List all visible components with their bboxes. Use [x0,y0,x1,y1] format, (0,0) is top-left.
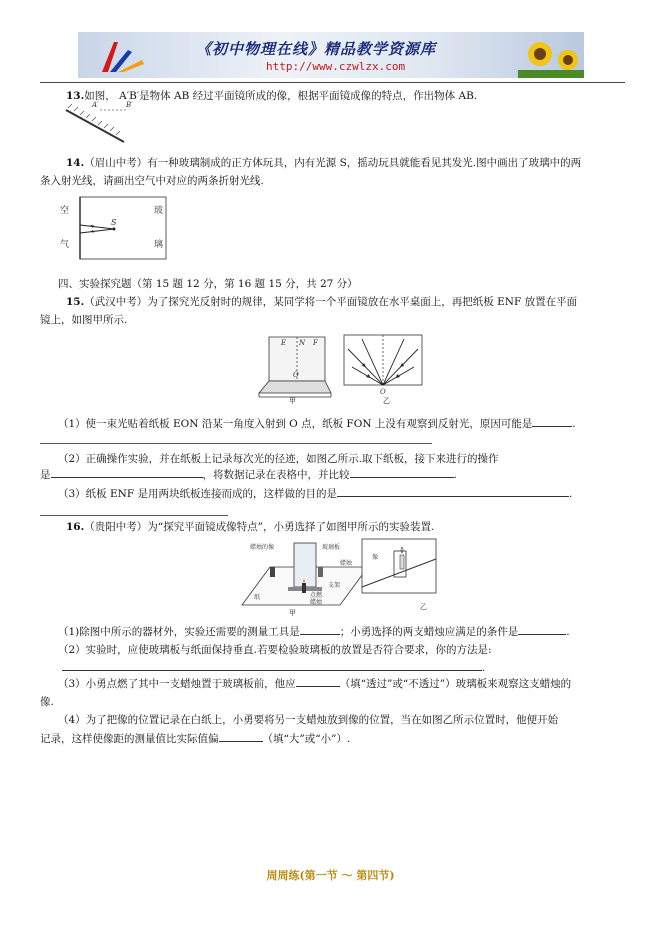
q15-p1-end: . [572,418,576,430]
q16-label-lit: 点燃 [310,592,323,599]
q16-label-candle2: 蜡烛 [310,599,323,606]
q16-p3-blank[interactable] [296,676,340,687]
q13-body: 如图， A′B′是物体 AB 经过平面镜所成的像，根据平面镜成像的特点，作出物体 AB. [84,90,478,102]
q16-p3-cont: 像. [40,696,54,708]
q14-number: 14. [66,157,85,169]
q16-p2-end: . [482,662,486,674]
q14-line2: 条入射光线，请画出空气中对应的两条折射光线. [40,175,264,187]
sunflower-icon [518,34,584,78]
q16-label-glass: 玻璃板 [322,544,341,551]
q16-p3-text-a: （3）小勇点燃了其中一支蜡烛置于玻璃板前，他应 [58,678,296,690]
q14-label-glass2: 璃 [154,240,164,250]
q15-label-e: E [281,339,287,347]
page-footer: 周周练(第一节 ～ 第四节) [266,869,395,882]
q15-label-n: N [299,339,306,347]
q16-intro [66,519,434,534]
banner-title: 《初中物理在线》精品教学资源库 [196,40,437,58]
q15-label-o2: O [380,388,386,396]
q15-body-1: （武汉中考）为了探究光反射时的规律，某同学将一个平面镜放在水平桌面上，再把纸板 ENF 放置在平面 [84,296,578,308]
q16-p1-text-b: ；小勇选择的两支蜡烛应满足的条件是 [339,626,519,638]
q15-caption-jia: 甲 [289,397,296,405]
q13-figure [62,100,142,144]
q15-p3-text: （3）纸板 ENF 是用两块纸板连接而成的，这样做的目的是 [58,488,337,500]
q16-p4-text-c: （填“大”或“小”）. [262,733,351,745]
q14-label-s: S [111,218,117,227]
q15-number: 15. [66,296,85,308]
q16-p2-answer [62,660,485,674]
q13-number: 13. [66,90,85,102]
q16-p1-blank-1[interactable] [300,624,340,635]
q14-figure [58,195,168,261]
q14-line1 [66,155,581,170]
q14-label-air2: 气 [60,240,70,250]
q13-label-b: B′ [126,101,133,109]
q16-p1 [58,624,570,639]
q16-p1-text-a: （1)除图中所示的器材外，实验还需要的测量工具是 [58,626,300,638]
header-banner [78,32,584,78]
q16-label-xiang: 像 [372,554,379,561]
q15-p1 [58,416,576,431]
q14-label-glass1: 玻 [154,206,164,216]
q15-p2b-pre: 是 [40,469,51,481]
q16-label-stand: 支架 [328,582,341,589]
q16-label-paper: 纸 [254,594,261,601]
q16-intro-text: （贵阳中考）为“探究平面镜成像特点”，小勇选择了如图甲所示的实验装置. [84,521,435,533]
q15-p1-text: （1）使一束光贴着纸板 EON 沿某一角度入射到 O 点，纸板 FON 上没有观察到反射光，原因可能是 [58,418,533,430]
q16-number: 16. [66,521,85,533]
q16-label-candle: 蜡烛 [340,560,353,567]
q16-p3 [58,676,571,691]
q16-figure-jia [240,537,370,615]
q16-p4b [40,731,350,746]
section-4-heading: 四、实验探究题（第 15 题 12 分，第 16 题 15 分，共 27 分） [58,278,358,290]
q16-figure-yi [360,537,440,615]
q16-p1-end: . [566,626,570,638]
q15-label-f: F [313,339,318,347]
banner-url[interactable]: http://www.czwlzx.com [266,60,406,73]
q15-p2b [40,467,457,482]
q15-line2: 镜上，如图甲所示. [40,314,128,326]
q15-p3 [58,486,572,501]
q14-label-air1: 空 [60,206,70,216]
q16-p4a: （4）为了把像的位置记录在白纸上，小勇要将另一支蜡烛放到像的位置，当在如图乙所示位置时，他便开始 [58,714,559,726]
q15-p3-answer-line[interactable] [40,515,228,516]
q16-caption-yi: 乙 [420,603,427,611]
q15-p1-answer-line[interactable] [40,443,432,444]
q16-p4-blank[interactable] [219,731,263,742]
q16-p3-text-b: （填“透过”或“不透过”）玻璃板来观察这支蜡烛的 [339,678,572,690]
q16-p4-text-b: 记录，这样使像距的测量值比实际值偏 [40,733,219,745]
header-divider [40,82,625,83]
q15-figure-yi [342,333,424,401]
q16-p2: （2）实验时，应使玻璃板与纸面保持垂直.若要检验玻璃板的放置是否符合要求，你的方法是: [58,644,492,656]
q13-label-a: A′ [92,101,99,109]
q15-p2-blank-2[interactable] [350,467,454,478]
q15-p2a: （2）正确操作实验，并在纸板上记录每次光的径迹，如图乙所示.取下纸板，接下来进行的操作 [58,453,499,465]
q15-p3-blank[interactable] [337,486,569,497]
q15-p3-end: . [569,488,573,500]
q16-label-candle-image: 蜡烛的像 [250,544,275,551]
q15-p2b-mid: ，将数据记录在表格中，并比较 [202,469,350,481]
q15-line1 [66,294,577,309]
q16-caption-jia: 甲 [289,609,296,617]
q15-label-o: O [293,371,299,379]
q15-p2b-end: . [453,469,457,481]
q15-caption-yi: 乙 [383,397,390,405]
q15-p1-blank[interactable] [532,416,572,427]
q16-p2-blank[interactable] [62,660,482,671]
q16-p1-blank-2[interactable] [518,624,566,635]
q15-figure-jia [255,333,335,401]
q15-p2-blank-1[interactable] [51,467,203,478]
logo-icon [88,36,148,76]
q14-body-1: （眉山中考）有一种玻璃制成的正方体玩具，内有光源 S，摇动玩具就能看见其发光.图中画出了玻璃中的两 [84,157,582,169]
